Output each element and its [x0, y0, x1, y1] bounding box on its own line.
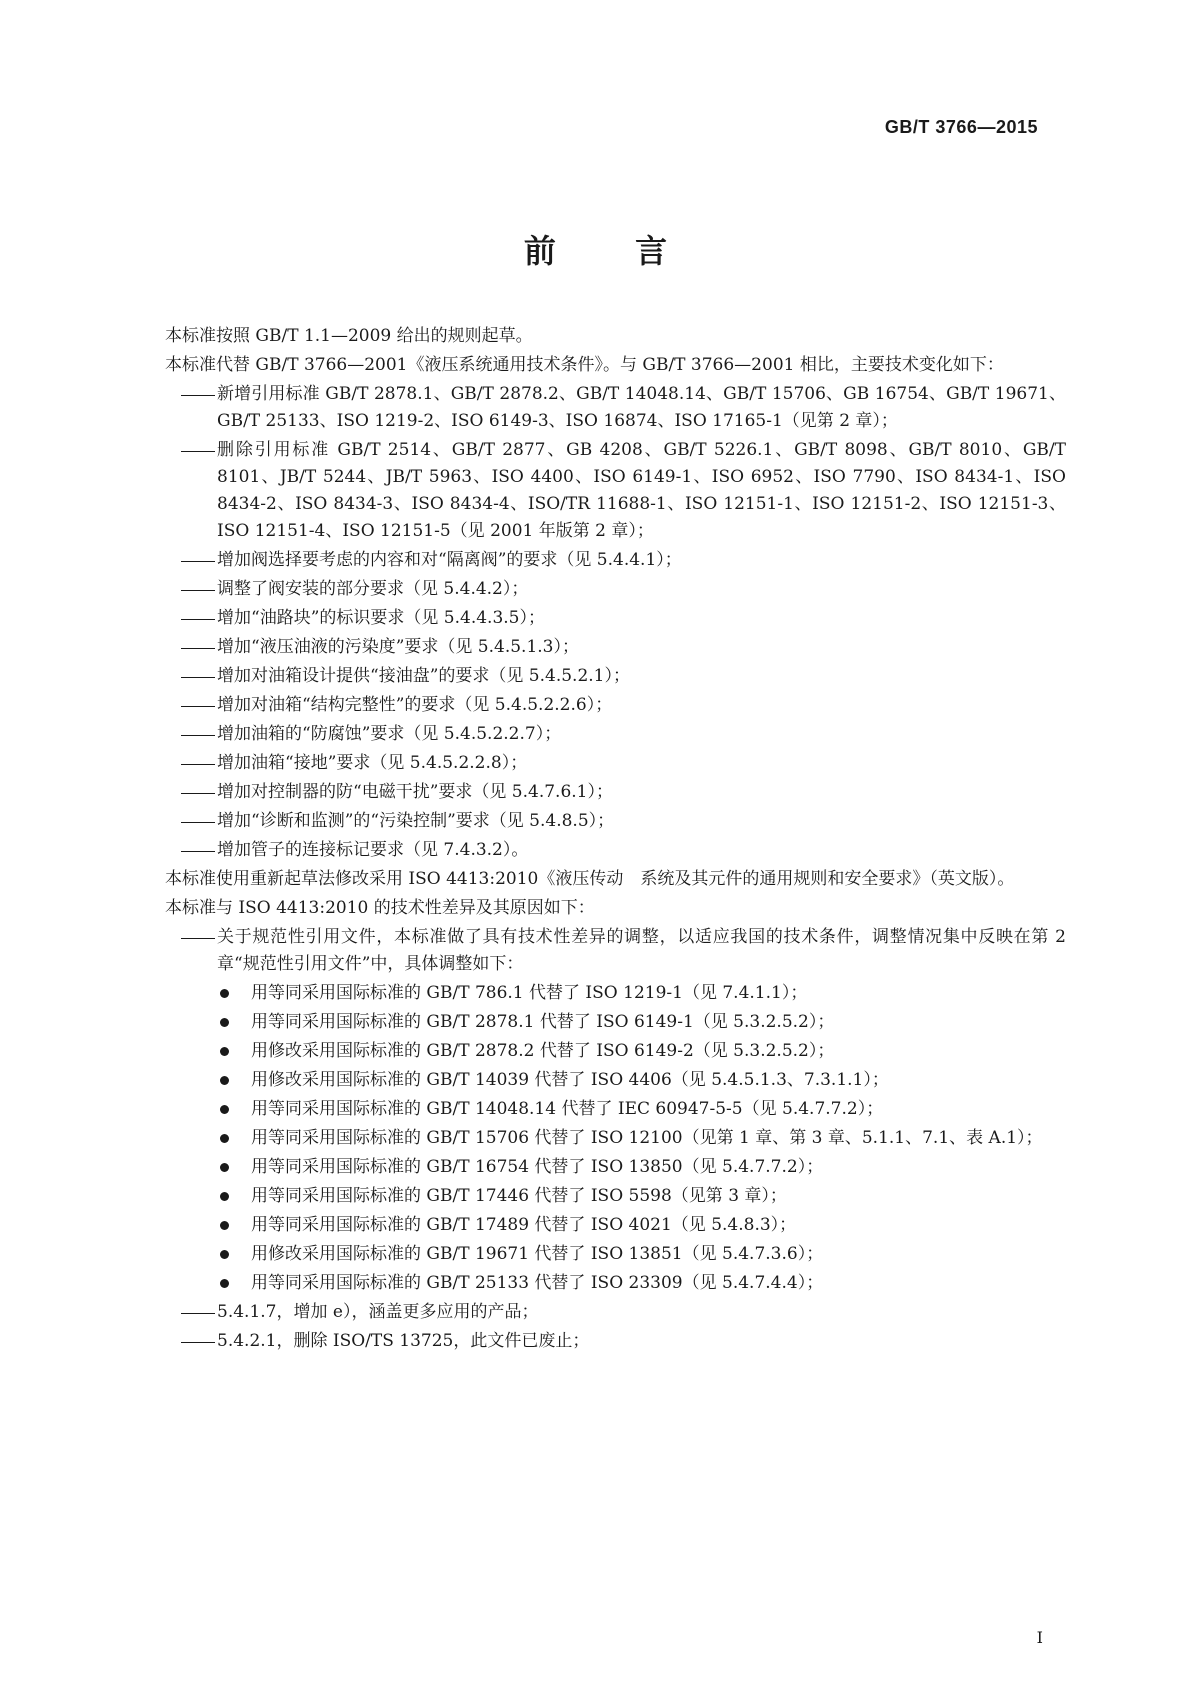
change-item-text: 增加对油箱“结构完整性”的要求（见 5.4.5.2.2.6）； — [217, 695, 613, 715]
change-item — [131, 663, 1066, 690]
list-item-text: 用等同采用国际标准的 GB/T 786.1 代替了 ISO 1219-1（见 7.4.1.1）； — [251, 983, 808, 1003]
change-item — [131, 381, 1066, 435]
list-item-text: 用等同采用国际标准的 GB/T 16754 代替了 ISO 13850（见 5.4.7.7.2）； — [251, 1157, 824, 1177]
list-item — [131, 1067, 1066, 1094]
change-item-text: 删除引用标准 GB/T 2514、GB/T 2877、GB 4208、GB/T 5226.1、GB/T 8098、GB/T 8010、GB/T 8101、JB/T 5244、JB/T 5963、ISO 4400、ISO 6149-1、ISO 6952、ISO 7790、ISO 8434-1、ISO 8434-2、ISO 8434-3、ISO 8434-4、ISO/TR 11688-1、ISO 12151-1、ISO 12151-2、ISO 12151-3、ISO 12151-4、ISO 12151-5（见 2001 年版第 2 章）； — [217, 440, 1066, 541]
bullet-icon — [220, 1076, 229, 1085]
list-item — [131, 1038, 1066, 1065]
change-item — [131, 437, 1066, 545]
difference-item — [131, 1328, 1066, 1355]
change-item — [131, 634, 1066, 661]
change-item — [131, 692, 1066, 719]
change-item-text: 增加对控制器的防“电磁干扰”要求（见 5.4.7.6.1）； — [217, 782, 613, 802]
bullet-icon — [220, 1105, 229, 1114]
list-item — [131, 1096, 1066, 1123]
bullet-icon — [220, 1221, 229, 1230]
list-item-text: 用等同采用国际标准的 GB/T 15706 代替了 ISO 12100（见第 1 章、第 3 章、5.1.1、7.1、表 A.1）； — [251, 1128, 1043, 1148]
change-item — [131, 808, 1066, 835]
change-item — [131, 605, 1066, 632]
list-item — [131, 1183, 1066, 1210]
list-item — [131, 1154, 1066, 1181]
change-item-text: 新增引用标准 GB/T 2878.1、GB/T 2878.2、GB/T 14048.14、GB/T 15706、GB 16754、GB/T 19671、GB/T 25133、ISO 1219-2、ISO 6149-3、ISO 16874、ISO 17165-1（见第 2 章）； — [217, 384, 1066, 431]
list-item-text: 用修改采用国际标准的 GB/T 19671 代替了 ISO 13851（见 5.4.7.3.6）； — [251, 1244, 824, 1264]
list-item — [131, 980, 1066, 1007]
list-item-text: 用等同采用国际标准的 GB/T 17446 代替了 ISO 5598（见第 3 章）； — [251, 1186, 787, 1206]
list-item — [131, 1270, 1066, 1297]
change-item-text: 增加“液压油液的污染度”要求（见 5.4.5.1.3）； — [217, 637, 579, 657]
page-number: I — [1036, 1628, 1043, 1647]
bullet-icon — [220, 1018, 229, 1027]
bullet-icon — [220, 1163, 229, 1172]
difference-item-text: 5.4.1.7，增加 e），涵盖更多应用的产品； — [217, 1302, 539, 1322]
bullet-icon — [220, 1047, 229, 1056]
list-item — [131, 1009, 1066, 1036]
difference-item-text: 关于规范性引用文件，本标准做了具有技术性差异的调整，以适应我国的技术条件，调整情况集中反映在第 2 章“规范性引用文件”中，具体调整如下： — [217, 927, 1066, 974]
change-item-text: 增加“油路块”的标识要求（见 5.4.4.3.5）； — [217, 608, 545, 628]
list-item-text: 用等同采用国际标准的 GB/T 17489 代替了 ISO 4021（见 5.4.8.3）； — [251, 1215, 797, 1235]
change-item-text: 增加对油箱设计提供“接油盘”的要求（见 5.4.5.2.1）； — [217, 666, 630, 686]
difference-item — [131, 924, 1066, 978]
bullet-icon — [220, 1192, 229, 1201]
change-item-text: 增加管子的连接标记要求（见 7.4.3.2）。 — [217, 840, 529, 860]
bullet-icon — [220, 989, 229, 998]
change-item-text: 增加油箱“接地”要求（见 5.4.5.2.2.8）； — [217, 753, 528, 773]
change-item-text: 增加阀选择要考虑的内容和对“隔离阀”的要求（见 5.4.4.1）； — [217, 550, 682, 570]
change-item — [131, 576, 1066, 603]
reference-substitution-list — [131, 980, 1066, 1297]
intro-paragraph: 本标准代替 GB/T 3766—2001《液压系统通用技术条件》。与 GB/T 3766—2001 相比，主要技术变化如下： — [165, 355, 1004, 375]
change-item — [131, 837, 1066, 864]
change-item — [131, 721, 1066, 748]
list-item-text: 用修改采用国际标准的 GB/T 2878.2 代替了 ISO 6149-2（见 5.3.2.5.2）； — [251, 1041, 835, 1061]
list-item — [131, 1241, 1066, 1268]
page-title: 前 言 — [523, 232, 702, 270]
change-item-text: 增加油箱的“防腐蚀”要求（见 5.4.5.2.2.7）； — [217, 724, 562, 744]
difference-item — [131, 1299, 1066, 1326]
list-item-text: 用修改采用国际标准的 GB/T 14039 代替了 ISO 4406（见 5.4.5.1.3、7.3.1.1）； — [251, 1070, 889, 1090]
list-item-text: 用等同采用国际标准的 GB/T 14048.14 代替了 IEC 60947-5-5（见 5.4.7.7.2）； — [251, 1099, 884, 1119]
change-item — [131, 779, 1066, 806]
standard-code: GB/T 3766—2015 — [884, 117, 1038, 137]
adoption-paragraph: 本标准使用重新起草法修改采用 ISO 4413:2010《液压传动 系统及其元件的通用规则和安全要求》（英文版）。 — [165, 869, 1015, 889]
list-item — [131, 1212, 1066, 1239]
list-item — [131, 1125, 1066, 1152]
adoption-paragraph: 本标准与 ISO 4413:2010 的技术性差异及其原因如下： — [165, 898, 595, 918]
change-item-text: 调整了阀安装的部分要求（见 5.4.4.2）； — [217, 579, 529, 599]
bullet-icon — [220, 1250, 229, 1259]
difference-item-text: 5.4.2.1，删除 ISO/TS 13725，此文件已废止； — [217, 1331, 590, 1351]
list-item-text: 用等同采用国际标准的 GB/T 25133 代替了 ISO 23309（见 5.4.7.4.4）； — [251, 1273, 824, 1293]
bullet-icon — [220, 1279, 229, 1288]
list-item-text: 用等同采用国际标准的 GB/T 2878.1 代替了 ISO 6149-1（见 5.3.2.5.2）； — [251, 1012, 835, 1032]
change-item — [131, 750, 1066, 777]
intro-paragraph: 本标准按照 GB/T 1.1—2009 给出的规则起草。 — [165, 326, 533, 346]
document-body — [131, 323, 1066, 1357]
change-item-text: 增加“诊断和监测”的“污染控制”要求（见 5.4.8.5）； — [217, 811, 615, 831]
bullet-icon — [220, 1134, 229, 1143]
change-item — [131, 547, 1066, 574]
